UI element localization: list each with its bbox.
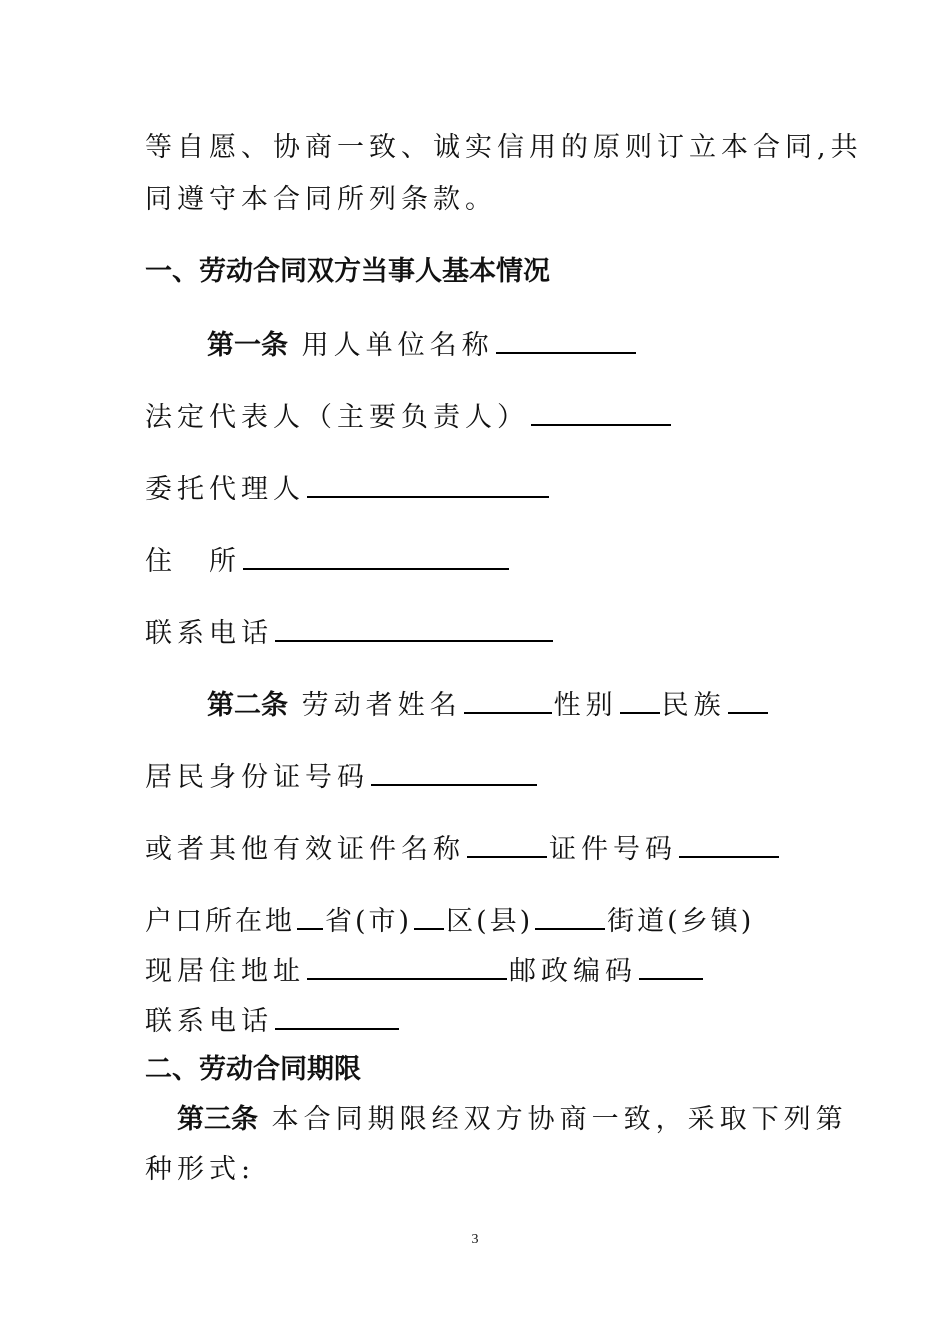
worker-name-label: 劳动者姓名 bbox=[301, 690, 462, 721]
cert-number-label: 证件号码 bbox=[549, 834, 677, 865]
legal-rep-label: 法定代表人（主要负责人） bbox=[145, 402, 529, 433]
district-label: 区(县) bbox=[446, 906, 534, 937]
legal-rep-blank[interactable] bbox=[531, 398, 671, 426]
other-cert-label: 或者其他有效证件名称 bbox=[145, 834, 465, 865]
article-3-label: 第三条 bbox=[177, 1104, 258, 1135]
intro-line-2: 同遵守本合同所列条款。 bbox=[145, 184, 497, 215]
agent-blank[interactable] bbox=[307, 470, 549, 498]
employer-name-label: 用人单位名称 bbox=[301, 330, 494, 361]
ethnicity-blank[interactable] bbox=[728, 686, 768, 714]
hukou-label: 户口所在地 bbox=[145, 906, 295, 937]
id-number-blank[interactable] bbox=[371, 758, 537, 786]
worker-name-blank[interactable] bbox=[464, 686, 552, 714]
province-label: 省(市) bbox=[325, 906, 413, 937]
district-blank[interactable] bbox=[414, 902, 444, 930]
address-row bbox=[145, 542, 511, 580]
worker-phone-blank[interactable] bbox=[275, 1002, 399, 1030]
article-2-worker-row bbox=[207, 686, 770, 724]
id-number-label: 居民身份证号码 bbox=[145, 762, 369, 793]
article-2-label: 第二条 bbox=[207, 690, 288, 721]
other-cert-blank[interactable] bbox=[467, 830, 547, 858]
ethnicity-label: 民族 bbox=[661, 690, 726, 721]
employer-phone-row bbox=[145, 614, 555, 652]
agent-label: 委托代理人 bbox=[145, 474, 305, 505]
current-address-label: 现居住地址 bbox=[145, 956, 305, 987]
postcode-label: 邮政编码 bbox=[509, 956, 637, 987]
street-label: 街道(乡镇) bbox=[607, 906, 755, 937]
page-number: 3 bbox=[471, 1232, 479, 1247]
employer-phone-label: 联系电话 bbox=[145, 618, 273, 649]
id-number-row bbox=[145, 758, 539, 796]
current-address-blank[interactable] bbox=[307, 952, 507, 980]
address-blank[interactable] bbox=[243, 542, 509, 570]
employer-phone-blank[interactable] bbox=[275, 614, 553, 642]
postcode-blank[interactable] bbox=[639, 952, 703, 980]
article-3-row bbox=[177, 1102, 848, 1138]
worker-phone-row bbox=[145, 1002, 401, 1040]
other-cert-row bbox=[145, 830, 781, 868]
gender-blank[interactable] bbox=[620, 686, 660, 714]
province-blank[interactable] bbox=[297, 902, 323, 930]
employer-name-blank[interactable] bbox=[496, 326, 636, 354]
street-blank[interactable] bbox=[535, 902, 605, 930]
intro-line-1: 等自愿、协商一致、诚实信用的原则订立本合同,共 bbox=[145, 132, 863, 163]
current-address-row bbox=[145, 952, 705, 990]
legal-rep-row bbox=[145, 398, 673, 436]
cert-number-blank[interactable] bbox=[679, 830, 779, 858]
article-3-text-1: 本合同期限经双方协商一致，采取下列第 bbox=[271, 1104, 848, 1135]
agent-row bbox=[145, 470, 551, 508]
section-heading-1: 一、劳动合同双方当事人基本情况 bbox=[145, 256, 550, 287]
address-label: 住 所 bbox=[145, 546, 241, 577]
article-1-employer-row bbox=[207, 326, 638, 364]
gender-label: 性别 bbox=[553, 690, 618, 721]
article-1-label: 第一条 bbox=[207, 330, 288, 361]
worker-phone-label: 联系电话 bbox=[145, 1006, 273, 1037]
hukou-row bbox=[145, 902, 754, 940]
article-3-text-2: 种形式: bbox=[145, 1154, 256, 1185]
section-heading-2: 二、劳动合同期限 bbox=[145, 1054, 361, 1085]
